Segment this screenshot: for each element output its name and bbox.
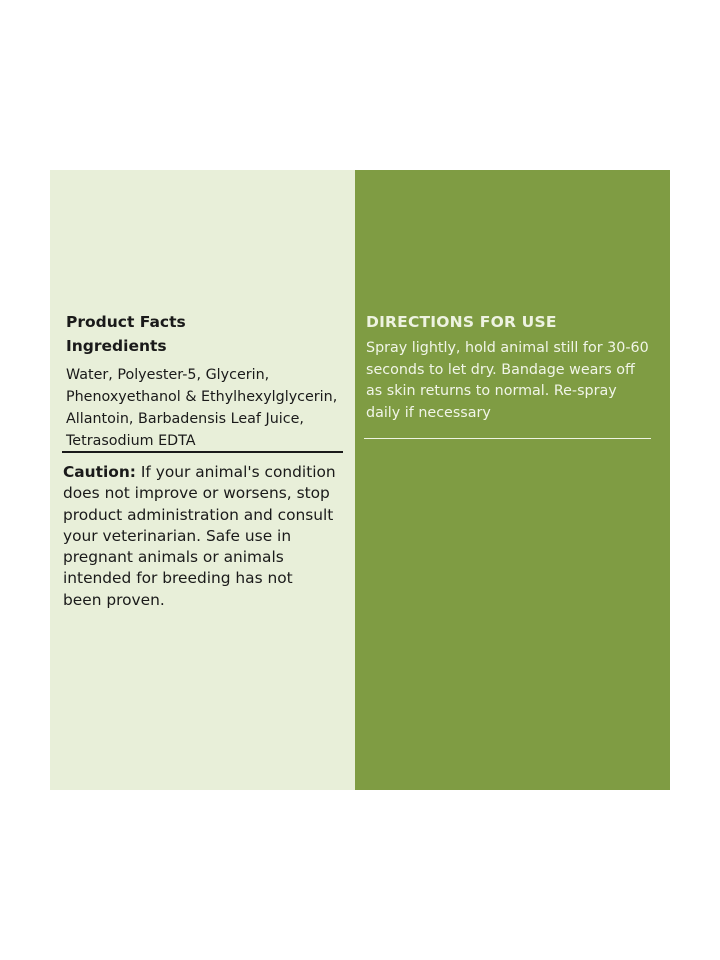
directions-line: daily if necessary [366, 404, 491, 421]
directions-section [355, 170, 670, 790]
caution-line: product administration and consult [63, 505, 334, 524]
caution-line: does not improve or worsens, stop [63, 484, 330, 503]
caution-text [63, 462, 348, 611]
caution-label: Caution: [63, 463, 136, 481]
caution-line: your veterinarian. Safe use in [63, 526, 292, 545]
product-info-panel [50, 170, 670, 790]
directions-line: as skin returns to normal. Re-spray [366, 383, 617, 399]
ingredients-line: Allantoin, Barbadensis Leaf Juice, [66, 411, 304, 427]
directions-line: seconds to let dry. Bandage wears off [366, 361, 635, 378]
ingredients-list [66, 364, 351, 452]
directions-title: DIRECTIONS FOR USE [366, 313, 557, 331]
directions-block [366, 310, 661, 424]
ingredients-line: Tetrasodium EDTA [66, 433, 196, 449]
ingredients-line: Water, Polyester-5, Glycerin, [66, 367, 270, 383]
caution-line: been proven. [63, 590, 165, 609]
facts-divider [62, 451, 343, 453]
caution-line: pregnant animals or animals [63, 548, 284, 567]
directions-divider [364, 438, 651, 439]
directions-text [366, 338, 661, 424]
caution-line: intended for breeding has not [63, 569, 293, 588]
product-facts-section [50, 170, 355, 790]
directions-line: Spray lightly, hold animal still for 30-60 [366, 340, 649, 356]
ingredients-line: Phenoxyethanol & Ethylhexylglycerin, [66, 389, 338, 405]
caution-line: If your animal's condition [135, 463, 336, 481]
facts-block [66, 310, 351, 452]
ingredients-title: Ingredients [66, 337, 167, 355]
product-facts-title: Product Facts [66, 313, 186, 331]
